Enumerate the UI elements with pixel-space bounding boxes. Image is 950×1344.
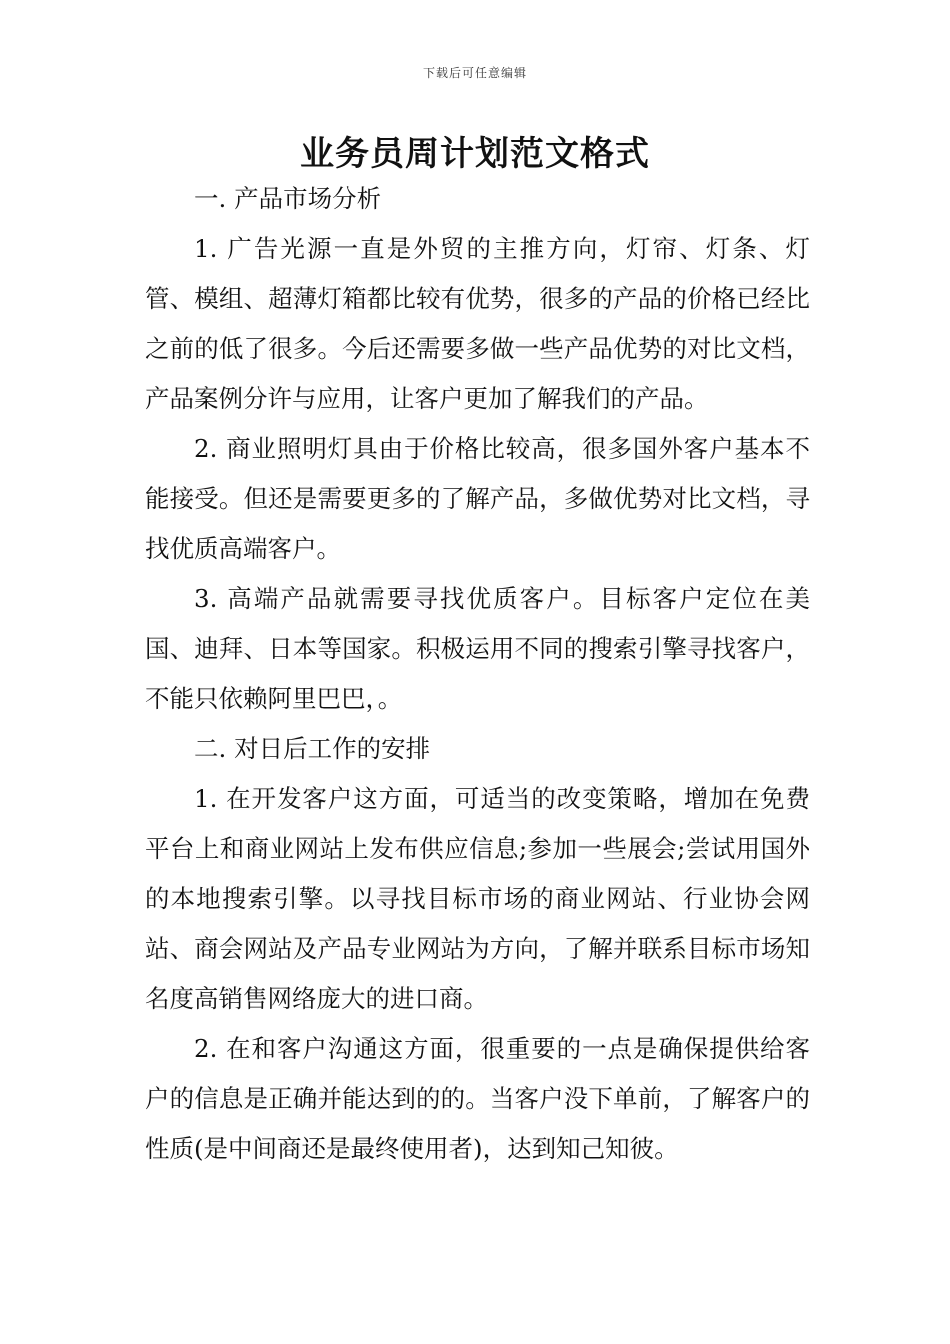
section-heading-work-arrangement: 二. 对日后工作的安排 — [194, 734, 431, 763]
section-heading-market-analysis: 一. 产品市场分析 — [194, 184, 382, 213]
paragraph-customer-communication: 2. 在和客户沟通这方面，很重要的一点是确保提供给客户的信息是正确并能达到的的。当客户没下单前，了解客户的性质(是中间商还是最终使用者)，达到知己知彼。 — [145, 1034, 810, 1163]
document-title: 业务员周计划范文格式 — [300, 134, 650, 174]
paragraph-customer-development: 1. 在开发客户这方面，可适当的改变策略，增加在免费平台上和商业网站上发布供应信息;参加一些展会;尝试用国外的本地搜索引擎。以寻找目标市场的商业网站、行业协会网站、商会网站及产品专业网站为方向，了解并联系目标市场知名度高销售网络庞大的进口商。 — [145, 784, 810, 1013]
paragraph-commercial-lighting: 2. 商业照明灯具由于价格比较高，很多国外客户基本不能接受。但还是需要更多的了解产品，多做优势对比文档，寻找优质高端客户。 — [145, 434, 810, 563]
paragraph-advertising-light: 1. 广告光源一直是外贸的主推方向，灯帘、灯条、灯管、模组、超薄灯箱都比较有优势，很多的产品的价格已经比之前的低了很多。今后还需要多做一些产品优势的对比文档，产品案例分许与应用，让客户更加了解我们的产品。 — [145, 234, 810, 413]
paragraph-high-end-products: 3. 高端产品就需要寻找优质客户。目标客户定位在美国、迪拜、日本等国家。积极运用不同的搜索引擎寻找客户，不能只依赖阿里巴巴，。 — [145, 584, 810, 713]
document-body — [145, 174, 810, 1174]
header-note: 下载后可任意编辑 — [422, 66, 527, 80]
